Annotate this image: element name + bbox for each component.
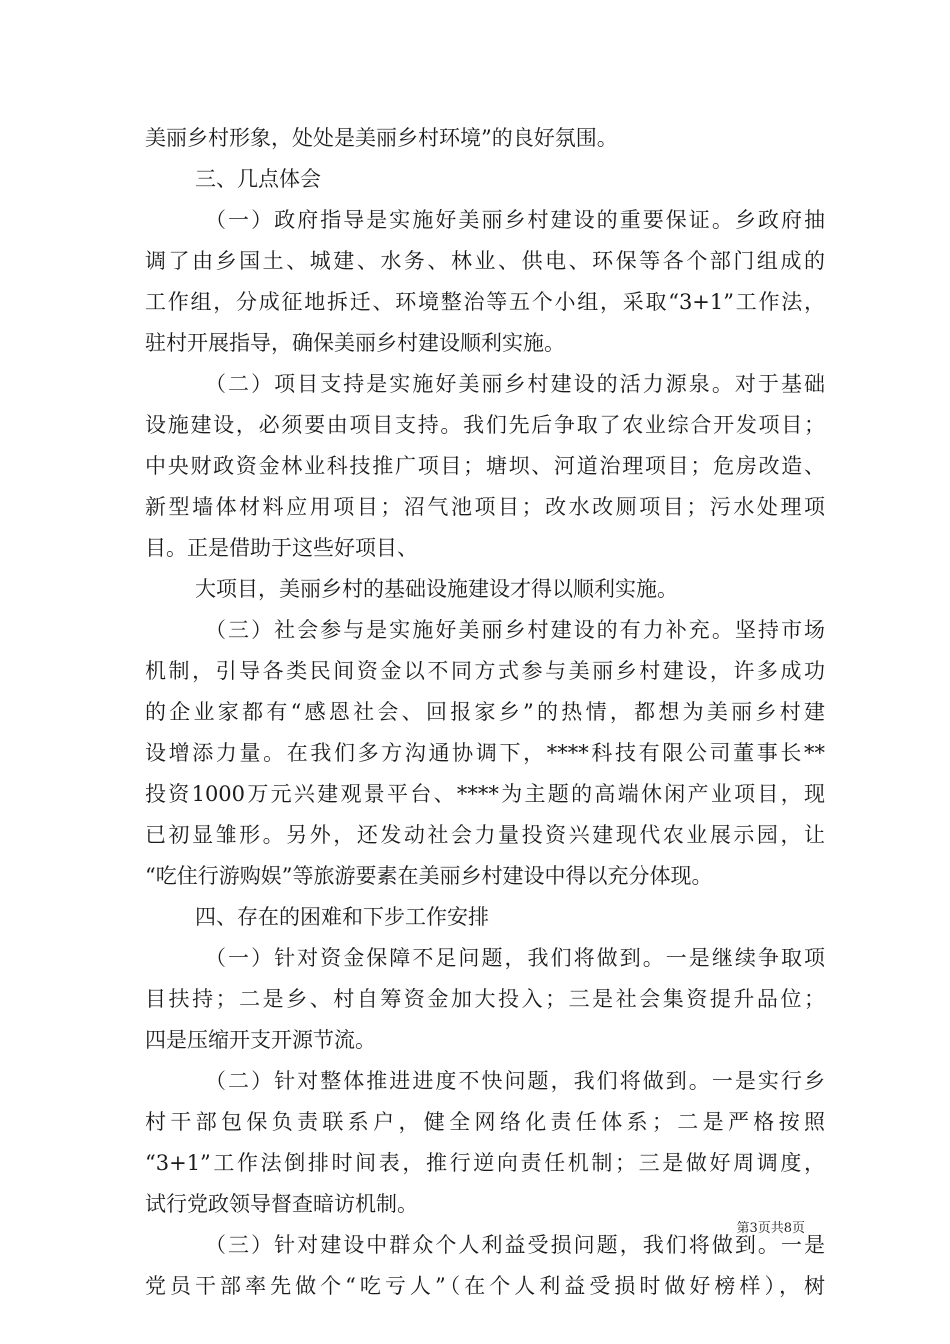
text-line: “吃住行游购娱”等旅游要素在美丽乡村建设中得以充分体现。 — [145, 864, 713, 888]
text-line: （二）项目支持是实施好美丽乡村建设的活力源泉。对于基础 — [205, 372, 825, 396]
text-line: 美丽乡村形象，处处是美丽乡村环境”的良好氛围。 — [145, 126, 618, 150]
text-line: （三）针对建设中群众个人利益受损问题，我们将做到。一是 — [205, 1233, 825, 1257]
text-line: 新型墙体材料应用项目；沼气池项目；改水改厕项目；污水处理项 — [145, 495, 825, 519]
text-line: 投资1000万元兴建观景平台、****为主题的高端休闲产业项目，现 — [145, 782, 825, 806]
text-line: 目扶持；二是乡、村自筹资金加大投入；三是社会集资提升品位； — [145, 987, 825, 1011]
text-line: （三）社会参与是实施好美丽乡村建设的有力补充。坚持市场 — [205, 618, 825, 642]
text-line: 的企业家都有“感恩社会、回报家乡”的热情，都想为美丽乡村建 — [145, 700, 825, 724]
text-line: 四是压缩开支开源节流。 — [145, 1028, 376, 1052]
text-line: （二）针对整体推进进度不快问题，我们将做到。一是实行乡 — [205, 1069, 825, 1093]
text-line: 调了由乡国土、城建、水务、林业、供电、环保等各个部门组成的 — [145, 249, 825, 273]
text-line: “3+1”工作法倒排时间表，推行逆向责任机制；三是做好周调度， — [145, 1151, 825, 1175]
section-heading: 三、几点体会 — [195, 167, 321, 191]
page-number: 第3页共8页 — [736, 1221, 805, 1236]
text-line: 机制，引导各类民间资金以不同方式参与美丽乡村建设，许多成功 — [145, 659, 825, 683]
text-line: 试行党政领导督查暗访机制。 — [145, 1192, 418, 1216]
text-line: （一）针对资金保障不足问题，我们将做到。一是继续争取项 — [205, 946, 825, 970]
text-line: 已初显雏形。另外，还发动社会力量投资兴建现代农业展示园，让 — [145, 823, 825, 847]
text-line: 设增添力量。在我们多方沟通协调下，****科技有限公司董事长** — [145, 741, 825, 765]
section-heading: 四、存在的困难和下步工作安排 — [195, 905, 489, 929]
text-line: 工作组，分成征地拆迁、环境整治等五个小组，采取“3+1”工作法， — [145, 290, 825, 314]
text-line: 目。正是借助于这些好项目、 — [145, 536, 418, 560]
text-line: 党员干部率先做个“吃亏人”（在个人利益受损时做好榜样），树 — [145, 1274, 825, 1298]
text-line: 大项目，美丽乡村的基础设施建设才得以顺利实施。 — [195, 577, 678, 601]
text-line: 驻村开展指导，确保美丽乡村建设顺利实施。 — [145, 331, 565, 355]
text-line: 设施建设，必须要由项目支持。我们先后争取了农业综合开发项目； — [145, 413, 825, 437]
text-line: 村干部包保负责联系户，健全网络化责任体系；二是严格按照 — [145, 1110, 825, 1134]
text-line: （一）政府指导是实施好美丽乡村建设的重要保证。乡政府抽 — [205, 208, 825, 232]
text-line: 中央财政资金林业科技推广项目；塘坝、河道治理项目；危房改造、 — [145, 454, 825, 478]
